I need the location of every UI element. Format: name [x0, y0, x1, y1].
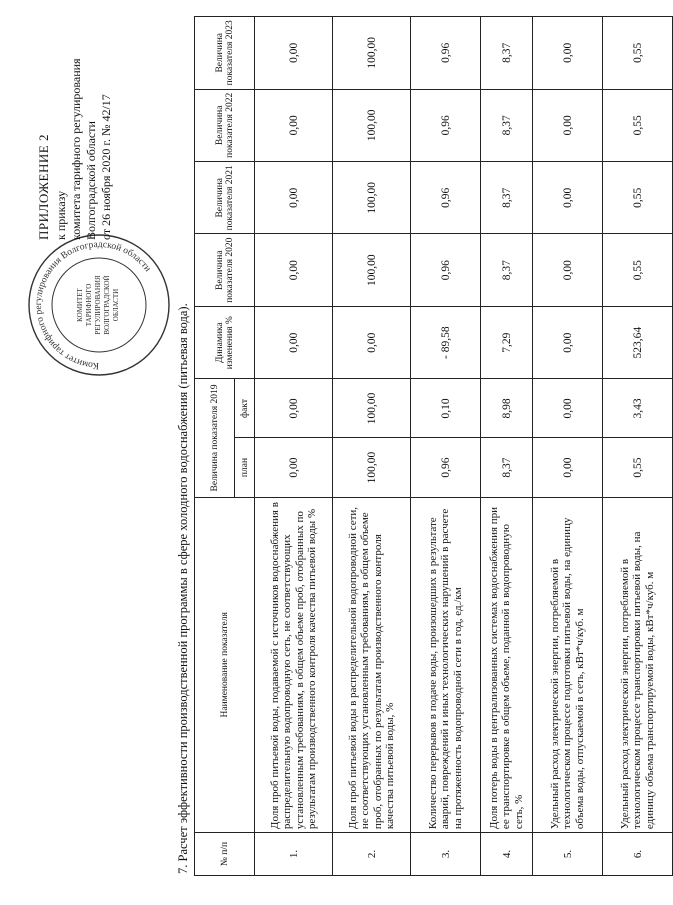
row-plan: 100,00	[333, 438, 411, 497]
row-dynamics: 7,29	[481, 306, 533, 378]
table-row	[533, 17, 603, 876]
row-2021: 0,96	[411, 162, 481, 234]
svg-text:Комитет тарифного регулировани: Комитет тарифного регулирования Волгоградской области	[33, 239, 153, 371]
header-plan: план	[235, 438, 255, 497]
row-name: Доля проб питьевой воды, подаваемой с источников водоснабжения в распределительную водопроводную сеть, не соответствующих установленным требованиям, в общем объеме проб, отобранных по результатам производственного контроля качества питьевой воды %	[255, 497, 333, 833]
appendix-line-1: к приказу	[54, 190, 68, 240]
row-2020: 0,96	[411, 234, 481, 306]
header-2022: Величина показателя 2022	[195, 89, 255, 161]
row-fact: 100,00	[333, 379, 411, 438]
header-2021: Величина показателя 2021	[195, 162, 255, 234]
row-plan: 8,37	[481, 438, 533, 497]
row-name: Удельный расход электрической энергии, потребляемой в технологическом процессе транспортировки питьевой воды, на единицу объема транспортируемой воды, кВт*ч/куб. м	[603, 497, 673, 833]
row-plan: 0,00	[255, 438, 333, 497]
appendix-line-2: комитета тарифного регулирования	[69, 58, 83, 240]
seal-text-line: РЕГУЛИРОВАНИЯ	[94, 275, 102, 335]
row-num: 3.	[411, 833, 481, 876]
header-2019: Величина показателя 2019	[195, 379, 235, 497]
seal-text-line: ВОЛГОГРАДСКОЙ	[103, 275, 111, 335]
row-2020: 0,00	[533, 234, 603, 306]
row-2023: 8,37	[481, 17, 533, 90]
row-fact: 3,43	[603, 379, 673, 438]
row-2022: 100,00	[333, 89, 411, 161]
row-2020: 0,00	[255, 234, 333, 306]
row-fact: 0,00	[533, 379, 603, 438]
row-2023: 100,00	[333, 17, 411, 90]
row-dynamics: 0,00	[533, 306, 603, 378]
table-row	[411, 17, 481, 876]
row-num: 4.	[481, 833, 533, 876]
header-2020: Величина показателя 2020	[195, 234, 255, 306]
row-dynamics: - 89,58	[411, 306, 481, 378]
official-seal	[24, 230, 174, 380]
header-name: Наименование показателя	[195, 497, 255, 833]
row-2022: 0,00	[533, 89, 603, 161]
header-2023: Величина показателя 2023	[195, 17, 255, 90]
row-2021: 100,00	[333, 162, 411, 234]
header-num: № п/п	[195, 833, 255, 876]
row-2023: 0,00	[255, 17, 333, 90]
row-2021: 0,55	[603, 162, 673, 234]
row-2022: 0,00	[255, 89, 333, 161]
row-num: 2.	[333, 833, 411, 876]
row-dynamics: 523,64	[603, 306, 673, 378]
row-2021: 8,37	[481, 162, 533, 234]
appendix-block	[36, 20, 114, 240]
table-row	[255, 17, 333, 876]
row-name: Удельный расход электрической энергии, потребляемой в технологическом процессе подготовки питьевой воды, на единицу объема воды, отпускаемой в сеть, кВт*ч/куб. м	[533, 497, 603, 833]
appendix-title: ПРИЛОЖЕНИЕ 2	[36, 134, 51, 240]
row-dynamics: 0,00	[255, 306, 333, 378]
row-2023: 0,96	[411, 17, 481, 90]
header-fact: факт	[235, 379, 255, 438]
row-num: 6.	[603, 833, 673, 876]
row-name: Доля проб питьевой воды в распределительной водопроводной сети, не соответствующих установленным требованиям, в общем объеме проб, отобранных по результатам производственного контроля качества питьевой воды, %	[333, 497, 411, 833]
row-fact: 0,10	[411, 379, 481, 438]
row-2022: 0,96	[411, 89, 481, 161]
row-2020: 8,37	[481, 234, 533, 306]
row-2021: 0,00	[533, 162, 603, 234]
section-heading: 7. Расчет эффективности производственной программы в сфере холодного водоснабжения (питьевая вода).	[176, 303, 190, 874]
row-2021: 0,00	[255, 162, 333, 234]
row-dynamics: 0,00	[333, 306, 411, 378]
row-name: Количество перерывов в подаче воды, произошедших в результате аварий, повреждений и иных технологических нарушений в расчете на протяженность водопроводной сети в год, ед./км	[411, 497, 481, 833]
table-row	[481, 17, 533, 876]
document-sheet	[24, 0, 656, 880]
row-2023: 0,00	[533, 17, 603, 90]
row-fact: 0,00	[255, 379, 333, 438]
appendix-line-4: от 26 ноября 2020 г. № 42/17	[99, 94, 113, 240]
row-num: 5.	[533, 833, 603, 876]
seal-text-line: КОМИТЕТ	[76, 288, 84, 322]
seal-text-line: ОБЛАСТИ	[112, 288, 120, 322]
seal-text-line: ТАРИФНОГО	[85, 283, 93, 327]
row-name: Доля потерь воды в централизованных системах водоснабжения при ее транспортировке в общем объеме, поданной в водопроводную сеть, %	[481, 497, 533, 833]
row-num: 1.	[255, 833, 333, 876]
table-row	[333, 17, 411, 876]
table-row	[603, 17, 673, 876]
appendix-line-3: Волгоградской области	[84, 121, 98, 240]
row-2020: 100,00	[333, 234, 411, 306]
row-2023: 0,55	[603, 17, 673, 90]
row-2022: 0,55	[603, 89, 673, 161]
row-plan: 0,55	[603, 438, 673, 497]
row-fact: 8,98	[481, 379, 533, 438]
row-plan: 0,00	[533, 438, 603, 497]
efficiency-table	[194, 16, 673, 876]
row-2020: 0,55	[603, 234, 673, 306]
header-dynamics: Динамика изменения %	[195, 306, 255, 378]
row-2022: 8,37	[481, 89, 533, 161]
row-plan: 0,96	[411, 438, 481, 497]
